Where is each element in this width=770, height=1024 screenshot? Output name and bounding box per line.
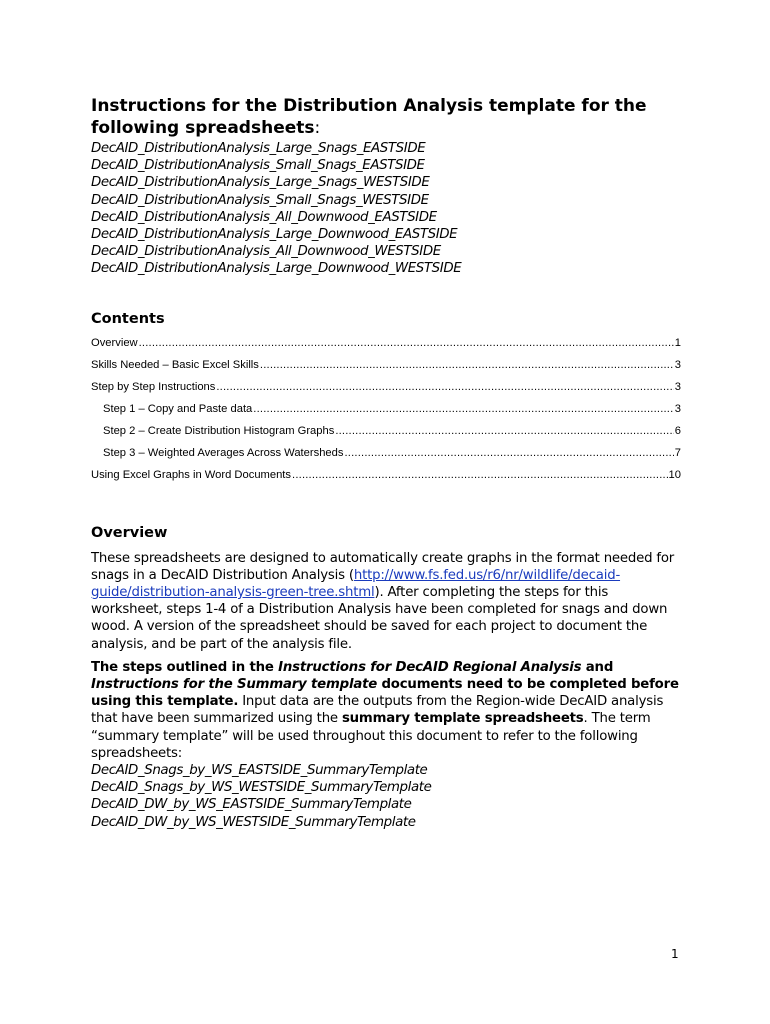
toc-entry-skills-needed[interactable] (91, 354, 681, 376)
summary-template-doc-title: Instructions for the Summary template (91, 677, 378, 693)
input-data-text: . The term “summary template” will be used throughout this document to refer to the following spreadsheets: (91, 711, 651, 761)
spreadsheet-name: DecAID_DistributionAnalysis_Large_Snags_EASTSIDE (91, 141, 426, 156)
prerequisites-text: The steps outlined in the (91, 659, 279, 675)
spreadsheet-name: DecAID_DistributionAnalysis_All_Downwood_WESTSIDE (91, 244, 441, 260)
prerequisites-paragraph (91, 659, 681, 762)
page-number: 1 (671, 947, 679, 961)
title-colon: : (314, 118, 321, 138)
toc-entry-page: 1 (674, 336, 681, 349)
toc-entry-label: Step 1 – Copy and Paste data (103, 402, 253, 415)
summary-template-list (91, 762, 681, 831)
toc-leader-dots (139, 332, 674, 354)
document-title (91, 95, 681, 139)
toc-entry-page: 7 (674, 446, 681, 459)
decaid-guide-link[interactable]: http://www.fs.fed.us/r6/nr/wildlife/decaid-guide/distribution-analysis-green-tree.shtml (91, 567, 621, 601)
spreadsheet-name: DecAID_DistributionAnalysis_Large_Downwood_EASTSIDE (91, 227, 458, 243)
spreadsheet-name: DecAID_DistributionAnalysis_Small_Snags_WESTSIDE (91, 192, 429, 208)
toc-entry-label: Skills Needed – Basic Excel Skills (91, 358, 259, 371)
spreadsheet-name: DecAID_DistributionAnalysis_Large_Snags_WESTSIDE (91, 175, 430, 191)
table-of-contents (91, 332, 681, 486)
toc-entry-label: Step 2 – Create Distribution Histogram Graphs (103, 424, 335, 437)
spreadsheet-name: DecAID_DistributionAnalysis_All_Downwood_EASTSIDE (91, 209, 437, 225)
overview-text: These spreadsheets are designed to automatically create graphs in the format needed for snags in a DecAID Distribution Analysis ( (91, 550, 675, 583)
toc-entry-step-1[interactable] (91, 398, 681, 420)
toc-entry-label: Step 3 – Weighted Averages Across Watersheds (103, 446, 344, 459)
spreadsheet-name: DecAID_DistributionAnalysis_Small_Snags_EASTSIDE (91, 158, 425, 174)
overview-heading: Overview (91, 524, 168, 541)
toc-entry-page: 3 (674, 380, 681, 393)
toc-entry-overview[interactable] (91, 332, 681, 354)
toc-entry-step-by-step[interactable] (91, 376, 681, 398)
summary-template-name: DecAID_DW_by_WS_EASTSIDE_SummaryTemplate (91, 797, 412, 813)
toc-leader-dots (335, 420, 673, 442)
spreadsheet-list (91, 140, 681, 278)
toc-leader-dots (253, 398, 673, 420)
toc-leader-dots (260, 354, 674, 376)
toc-entry-label: Step by Step Instructions (91, 380, 216, 393)
toc-leader-dots (216, 376, 673, 398)
toc-leader-dots (344, 442, 673, 464)
prerequisites-text: and (581, 659, 614, 675)
summary-template-name: DecAID_Snags_by_WS_WESTSIDE_SummaryTemplate (91, 780, 432, 796)
toc-entry-page: 3 (674, 358, 681, 371)
prerequisites-text: documents need to be completed before using this template. (91, 677, 679, 710)
overview-text: ). After completing the steps for this worksheet, steps 1-4 of a Distribution Analysis have been completed for snags and down wood. A version of the spreadsheet should be saved for each project to document the analysis, and be part of the analysis file. (91, 585, 668, 652)
toc-entry-page: 6 (674, 424, 681, 437)
toc-entry-page: 3 (674, 402, 681, 415)
toc-entry-page: 10 (668, 468, 681, 481)
input-data-text: Input data are the outputs from the Region-wide DecAID analysis that have been summarized using the (91, 694, 664, 727)
overview-paragraph (91, 550, 681, 653)
toc-entry-label: Using Excel Graphs in Word Documents (91, 468, 292, 481)
summary-template-name: DecAID_DW_by_WS_WESTSIDE_SummaryTemplate (91, 814, 416, 830)
summary-template-term: summary template spreadsheets (341, 711, 584, 727)
title-text: Instructions for the Distribution Analysis template for the following spreadsheets (91, 96, 647, 138)
toc-entry-step-2[interactable] (91, 420, 681, 442)
toc-leader-dots (292, 464, 668, 486)
contents-heading: Contents (91, 310, 165, 327)
toc-entry-label: Overview (91, 336, 138, 349)
spreadsheet-name: DecAID_DistributionAnalysis_Large_Downwood_WESTSIDE (91, 261, 462, 277)
toc-entry-excel-graphs[interactable] (91, 464, 681, 486)
summary-template-name: DecAID_Snags_by_WS_EASTSIDE_SummaryTemplate (91, 763, 428, 779)
toc-entry-step-3[interactable] (91, 442, 681, 464)
regional-analysis-doc-title: Instructions for DecAID Regional Analysis (278, 659, 582, 675)
page-content (91, 95, 681, 831)
